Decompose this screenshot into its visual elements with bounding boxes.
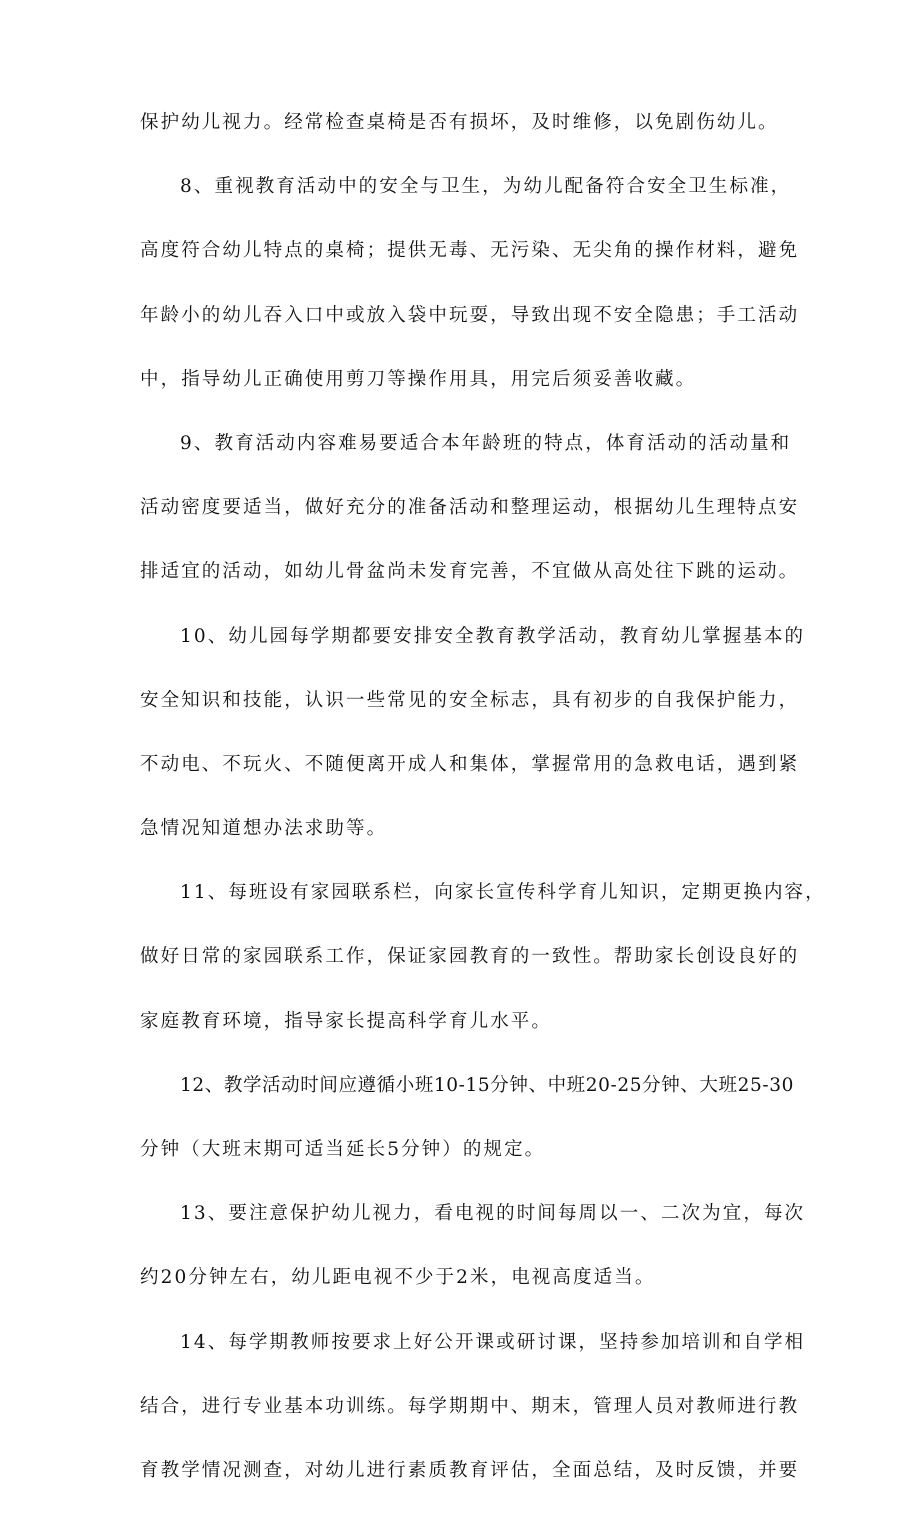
document-body [140,112,826,1524]
paragraph-10-start: 10、幼儿园每学期都要安排安全教育教学活动，教育幼儿掌握基本的 [180,625,806,647]
text-line: 家庭教育环境，指导家长提高科学育儿水平。 [140,1010,553,1032]
text-line: 保护幼儿视力。经常检查桌椅是否有损坏，及时维修，以免剧伤幼儿。 [140,112,779,133]
paragraph-11-start: 11、每班设有家园联系栏，向家长宣传科学育儿知识，定期更换内容， [180,882,826,904]
paragraph-8-start: 8、重视教育活动中的安全与卫生，为幼儿配备符合安全卫生标准， [180,176,792,198]
text-line: 不动电、不玩火、不随便离开成人和集体，掌握常用的急救电话，遇到紧 [140,753,800,775]
text-line: 排适宜的活动，如幼儿骨盆尚未发育完善，不宜做从高处往下跳的运动。 [140,561,800,583]
text-line: 年龄小的幼儿吞入口中或放入袋中玩耍，导致出现不安全隐患；手工活动 [140,304,800,326]
text-line: 约20分钟左右，幼儿距电视不少于2米，电视高度适当。 [140,1267,656,1289]
paragraph-13-start: 13、要注意保护幼儿视力，看电视的时间每周以一、二次为宜，每次 [180,1203,806,1225]
text-line: 活动密度要适当，做好充分的准备活动和整理运动，根据幼儿生理特点安 [140,497,800,519]
text-line: 安全知识和技能，认识一些常见的安全标志，具有初步的自我保护能力， [140,689,800,711]
paragraph-14-start: 14、每学期教师按要求上好公开课或研讨课，坚持参加培训和自学相 [180,1331,806,1353]
text-line: 做好日常的家园联系工作，保证家园教育的一致性。帮助家长创设良好的 [140,946,800,968]
text-line: 高度符合幼儿特点的桌椅；提供无毒、无污染、无尖角的操作材料，避免 [140,240,800,262]
text-line: 急情况知道想办法求助等。 [140,818,388,840]
text-line: 结合，进行专业基本功训练。每学期期中、期末，管理人员对教师进行教 [140,1395,800,1417]
text-line: 分钟（大班末期可适当延长5分钟）的规定。 [140,1139,546,1160]
text-line: 中，指导幼儿正确使用剪刀等操作用具，用完后须妥善收藏。 [140,368,697,390]
paragraph-9-start: 9、教育活动内容难易要适合本年龄班的特点，体育活动的活动量和 [180,432,792,454]
text-line: 育教学情况测查，对幼儿进行素质教育评估，全面总结，及时反馈，并要 [140,1459,800,1481]
paragraph-12-start: 12、教学活动时间应遵循小班10-15分钟、中班20-25分钟、大班25-30 [180,1074,794,1096]
